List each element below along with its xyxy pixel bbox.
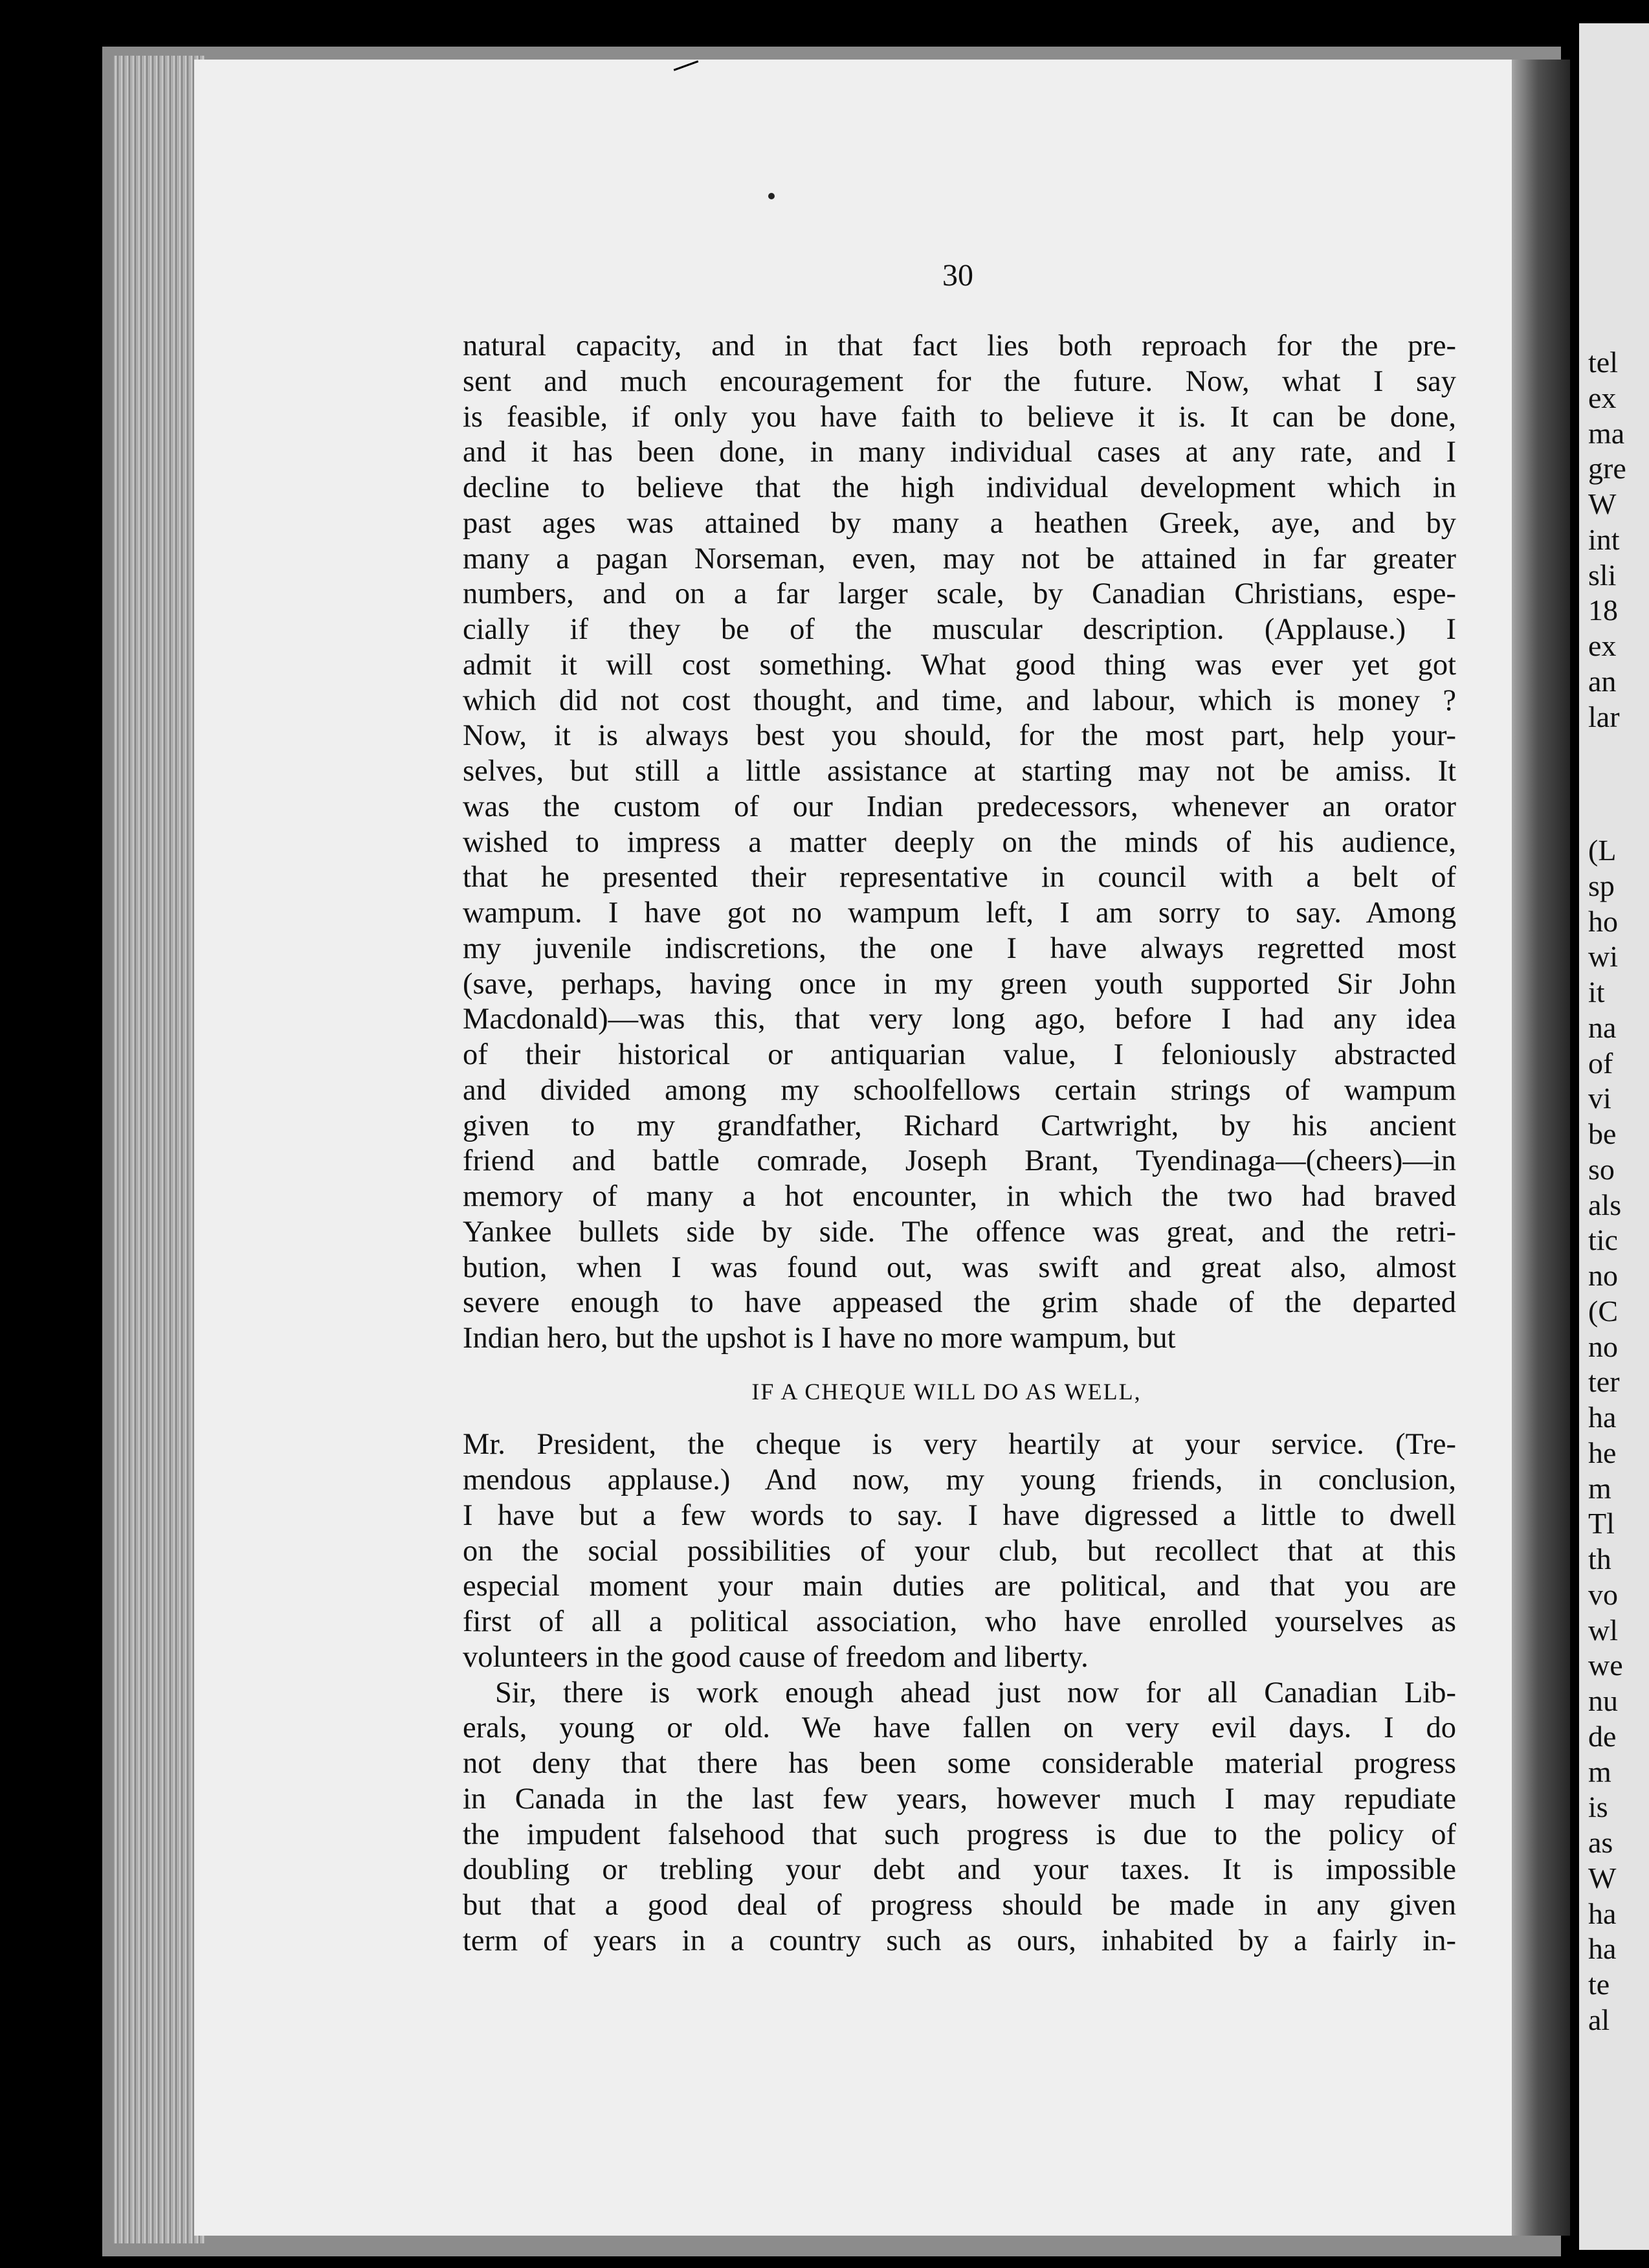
text-line: sent and much encouragement for the future. Now, what I say <box>463 364 1456 398</box>
text-line: volunteers in the good cause of freedom and liberty. <box>463 1640 1089 1674</box>
fragment-line: m <box>1588 1755 1611 1788</box>
book-gutter <box>1512 60 1570 2236</box>
fragment-line: of <box>1588 1046 1613 1080</box>
adjacent-page-fragment <box>1579 23 1649 2250</box>
fragment-line: m <box>1588 1471 1611 1505</box>
text-line: Macdonald)—was this, that very long ago, before I had any idea <box>463 1003 1456 1036</box>
fragment-line: tel <box>1588 346 1618 379</box>
text-line: natural capacity, and in that fact lies both reproach for the pre- <box>463 329 1456 362</box>
fragment-line: ha <box>1588 1932 1617 1966</box>
text-line: Now, it is always best you should, for the most part, help your- <box>463 719 1456 753</box>
text-line: decline to believe that the high individual development which in <box>463 471 1456 504</box>
text-line: I have but a few words to say. I have digressed a little to dwell <box>463 1498 1456 1532</box>
paragraph-before-heading <box>463 329 1456 1357</box>
fragment-line: vo <box>1588 1577 1618 1611</box>
fragment-line: tic <box>1588 1223 1618 1257</box>
fragment-line: he <box>1588 1436 1617 1469</box>
text-line: in Canada in the last few years, however much I may repudiate <box>463 1782 1456 1816</box>
fragment-line: wi <box>1588 940 1618 973</box>
fragment-line: lar <box>1588 700 1620 733</box>
section-heading: IF A CHEQUE WILL DO AS WELL, <box>751 1378 1142 1405</box>
fragment-line: 18 <box>1588 594 1618 627</box>
fragment-line: nu <box>1588 1684 1618 1717</box>
fragment-line: ha <box>1588 1896 1617 1930</box>
fragment-line: na <box>1588 1010 1617 1044</box>
text-line: on the social possibilities of your club, but recollect that at this <box>463 1534 1456 1568</box>
fragment-line: (C <box>1588 1294 1618 1328</box>
text-line: Yankee bullets side by side. The offence was great, and the retri- <box>463 1215 1456 1249</box>
page-number: 30 <box>942 258 973 293</box>
fragment-line: it <box>1588 975 1605 1008</box>
text-line: doubling or trebling your debt and your taxes. It is impossible <box>463 1853 1456 1887</box>
fragment-line: no <box>1588 1259 1618 1292</box>
fragment-line: sp <box>1588 869 1615 902</box>
fragment-line: so <box>1588 1152 1615 1186</box>
text-line: and it has been done, in many individual cases at any rate, and I <box>463 436 1456 469</box>
text-line: is feasible, if only you have faith to believe it is. It can be done, <box>463 400 1456 434</box>
text-line: severe enough to have appeased the grim shade of the departed <box>463 1286 1456 1320</box>
text-line: not deny that there has been some considerable material progress <box>463 1747 1456 1780</box>
text-line: Sir, there is work enough ahead just now for all Canadian Lib- <box>495 1676 1456 1709</box>
text-line: wampum. I have got no wampum left, I am sorry to say. Among <box>463 896 1456 929</box>
text-line: was the custom of our Indian predecessors, whenever an orator <box>463 790 1456 823</box>
text-line: especial moment your main duties are political, and that you are <box>463 1570 1456 1603</box>
fragment-line: te <box>1588 1968 1610 2001</box>
fragment-line: sli <box>1588 558 1617 592</box>
text-line: Indian hero, but the upshot is I have no more wampum, but <box>463 1322 1176 1355</box>
fragment-line: W <box>1588 1861 1617 1895</box>
fragment-line: ho <box>1588 904 1618 938</box>
fragment-line: al <box>1588 2003 1610 2036</box>
fragment-line: de <box>1588 1719 1617 1753</box>
text-line: bution, when I was found out, was swift and great also, almost <box>463 1251 1456 1284</box>
text-line: many a pagan Norseman, even, may not be attained in far greater <box>463 542 1456 575</box>
fragment-line: vi <box>1588 1082 1611 1115</box>
fragment-line: is <box>1588 1790 1608 1824</box>
text-line: wished to impress a matter deeply on the minds of his audience, <box>463 825 1456 859</box>
fragment-line: th <box>1588 1542 1611 1575</box>
fragment-line: be <box>1588 1117 1617 1150</box>
text-line: first of all a political association, who have enrolled yourselves as <box>463 1605 1456 1638</box>
fragment-line: als <box>1588 1188 1622 1221</box>
fragment-line: as <box>1588 1826 1613 1859</box>
fragment-line: an <box>1588 664 1617 698</box>
text-line: my juvenile indiscretions, the one I have always regretted most <box>463 931 1456 965</box>
fragment-line: ma <box>1588 416 1625 450</box>
text-line: that he presented their representative in council with a belt of <box>463 861 1456 895</box>
text-line: the impudent falsehood that such progress is due to the policy of <box>463 1818 1456 1851</box>
text-line: selves, but still a little assistance at starting may not be amiss. It <box>463 755 1456 788</box>
text-line: past ages was attained by many a heathen Greek, aye, and by <box>463 506 1456 540</box>
body-text <box>463 329 1456 1959</box>
text-line: cially if they be of the muscular description. (Applause.) I <box>463 613 1456 646</box>
fragment-line: gre <box>1588 452 1626 485</box>
text-line: friend and battle comrade, Joseph Brant, Tyendinaga—(cheers)—in <box>463 1144 1456 1178</box>
fragment-line: W <box>1588 487 1617 520</box>
text-line: given to my grandfather, Richard Cartwright, by his ancient <box>463 1109 1456 1142</box>
text-line: which did not cost thought, and time, and labour, which is money ? <box>463 684 1456 717</box>
text-line: numbers, and on a far larger scale, by Canadian Christians, espe- <box>463 577 1456 611</box>
fragment-line: ex <box>1588 629 1617 662</box>
text-line: admit it will cost something. What good thing was ever yet got <box>463 648 1456 682</box>
text-line: and divided among my schoolfellows certain strings of wampum <box>463 1073 1456 1107</box>
paragraph-two <box>463 1676 1456 1959</box>
paragraph-after-heading <box>463 1427 1456 1675</box>
text-line: Mr. President, the cheque is very heartily at your service. (Tre- <box>463 1428 1456 1462</box>
text-line: term of years in a country such as ours, inhabited by a fairly in- <box>463 1924 1456 1957</box>
text-line: but that a good deal of progress should be made in any given <box>463 1889 1456 1922</box>
fragment-line: ter <box>1588 1365 1620 1399</box>
fragment-line: ha <box>1588 1401 1617 1434</box>
fragment-line: Tl <box>1588 1507 1615 1540</box>
text-line: erals, young or old. We have fallen on very evil days. I do <box>463 1711 1456 1745</box>
fragment-line: (L <box>1588 834 1617 867</box>
text-line: mendous applause.) And now, my young friends, in conclusion, <box>463 1463 1456 1496</box>
fragment-line: int <box>1588 522 1620 556</box>
fragment-line: wl <box>1588 1613 1618 1647</box>
fragment-line: ex <box>1588 381 1617 414</box>
fragment-line: we <box>1588 1649 1623 1682</box>
book-page-edges <box>114 56 205 2243</box>
text-line: (save, perhaps, having once in my green youth supported Sir John <box>463 967 1456 1001</box>
fragment-line: no <box>1588 1329 1618 1363</box>
text-line: memory of many a hot encounter, in which the two had braved <box>463 1180 1456 1213</box>
scan-speck <box>768 193 775 199</box>
text-line: of their historical or antiquarian value, I feloniously abstracted <box>463 1038 1456 1071</box>
scan-mark <box>1013 0 1022 22</box>
